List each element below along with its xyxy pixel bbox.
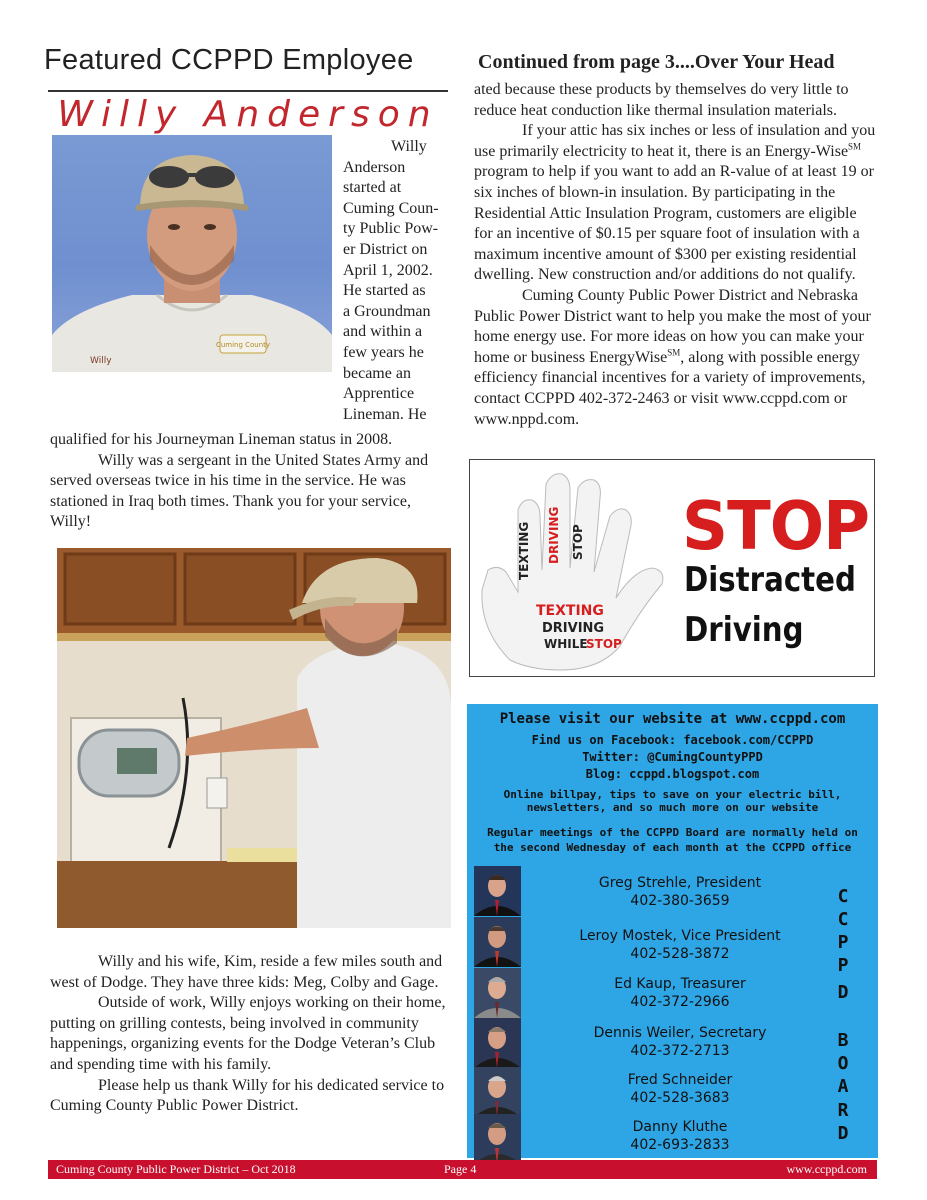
board-member-name: Leroy Mostek, Vice President [579, 928, 781, 944]
left-middle-text [50, 430, 455, 533]
hand-word: TEXTING [517, 521, 531, 580]
hand-word: DRIVING [542, 621, 605, 636]
shirt-name: Willy [90, 356, 112, 366]
meetings-line: Regular meetings of the CCPPD Board are normally held on [487, 826, 858, 839]
continued-paragraph-2 [474, 121, 876, 286]
board-label-letter: P [837, 932, 849, 953]
board-member-photo [474, 1018, 521, 1068]
board-member-phone: 402-372-2713 [630, 1043, 730, 1059]
board-member-entry [535, 1118, 825, 1154]
board-label-letter: D [837, 982, 849, 1003]
continued-article [474, 80, 876, 430]
board-member-photo [474, 1067, 521, 1117]
hand-word-cloud-icon [470, 460, 682, 675]
footer-url: www.ccppd.com [786, 1162, 867, 1176]
p2-text: If your attic has six inches or less of insulation and you use primarily electricity to heat it, there is an Energy-Wise [474, 122, 876, 160]
intro-line: He started as [343, 282, 426, 300]
meetings-line: the second Wednesday of each month at the CCPPD office [493, 841, 852, 854]
left-bottom-text [50, 952, 455, 1117]
page-footer [48, 1160, 877, 1179]
continued-paragraph-3 [474, 286, 876, 430]
hand-word: STOP [571, 524, 585, 560]
ccppd-info-box [467, 704, 878, 1158]
board-member-photo [474, 1114, 521, 1164]
board-label-letter: O [837, 1053, 849, 1074]
board-member-entry [535, 927, 825, 963]
service-mark: SM [667, 347, 681, 358]
board-member-phone: 402-693-2833 [630, 1137, 730, 1153]
hand-word: TEXTING [536, 603, 604, 619]
continued-paragraph-1: ated because these products by themselves do very little to reduce heat conduction like thermal insulation materials. [474, 81, 849, 119]
intro-line: Apprentice [343, 385, 415, 403]
intro-line: ty Public Pow- [343, 220, 439, 238]
board-member-name: Ed Kaup, Treasurer [614, 976, 746, 992]
family-paragraph: Willy and his wife, Kim, reside a few miles south and west of Dodge. They have three kids: Meg, Colby and Gage. [50, 953, 443, 991]
intro-line: and within a [343, 323, 423, 341]
intro-line: Willy [391, 138, 427, 155]
service-mark: SM [848, 141, 862, 152]
portrait-illustration [52, 135, 332, 372]
board-member-entry [535, 1024, 825, 1060]
board-member-photo [474, 866, 521, 916]
board-label-letter: D [837, 1123, 849, 1144]
billpay-line: newsletters, and so much more on our website [526, 801, 819, 814]
work-illustration [57, 548, 451, 928]
board-member-phone: 402-528-3683 [630, 1090, 730, 1106]
board-label-letter: B [837, 1030, 849, 1051]
employee-name: Willy Anderson [57, 94, 439, 135]
intro-line: a Groundman [343, 302, 431, 320]
intro-line: Cuming Coun- [343, 199, 439, 217]
stop-word: STOP [682, 488, 870, 566]
board-member-entry [535, 874, 825, 910]
board-label-letter: P [837, 955, 849, 976]
footer-page-number: Page 4 [444, 1162, 477, 1176]
facebook-line: Find us on Facebook: facebook.com/CCPPD [531, 733, 814, 747]
intro-line: April 1, 2002. [343, 261, 433, 279]
intro-line: few years he [343, 343, 424, 361]
section-title: Featured CCPPD Employee [44, 44, 414, 76]
p3-text: , along with possible energy efficiency financial incentives for a variety of improvements, contact CCPPD 402-372-2463 or visit www.ccppd.com or www.nppd.com. [474, 348, 866, 428]
intro-line: became an [343, 364, 411, 382]
board-member-name: Greg Strehle, President [598, 875, 762, 891]
board-label-letter: R [837, 1100, 849, 1121]
board-member-photo [474, 917, 521, 967]
title-rule [48, 90, 448, 92]
board-member-phone: 402-372-2966 [630, 994, 730, 1010]
board-member-entry [535, 975, 825, 1011]
board-label-letter: C [837, 909, 849, 930]
board-member-name: Fred Schneider [627, 1072, 733, 1088]
continued-title: Continued from page 3....Over Your Head [478, 51, 835, 73]
footer-publication: Cuming County Public Power District – Oct 2018 [56, 1162, 296, 1176]
billpay-line: Online billpay, tips to save on your electric bill, [503, 788, 842, 801]
shirt-logo: Cuming County [215, 341, 271, 349]
employee-work-photo [57, 548, 451, 928]
board-label-letter: C [837, 886, 849, 907]
intro-text [343, 137, 458, 425]
thanks-paragraph: Please help us thank Willy for his dedicated service to Cuming County Public Power District. [50, 1076, 445, 1115]
intro-line: started at [343, 179, 402, 197]
distracted-word: Distracted [684, 560, 856, 600]
hobbies-paragraph: Outside of work, Willy enjoys working on their home, putting on grilling contests, being involved in community happenings, organizing events for the Dodge Veteran’s Club and spending time with his family. [50, 994, 446, 1073]
stop-distracted-driving-graphic [469, 459, 875, 677]
board-member-name: Danny Kluthe [632, 1119, 728, 1135]
intro-line: Anderson [343, 158, 406, 176]
driving-word: Driving [684, 610, 804, 650]
board-member-name: Dennis Weiler, Secretary [593, 1025, 767, 1041]
board-member-entry [535, 1071, 825, 1107]
p2-text: program to help if you want to add an R-value of at least 19 or six inches of blown-in insulation. By participating in the Residential Attic Insulation Program, customers are eligible for an incentive of $0.15 per square foot of insulation with a maximum incentive amount of $300 per existing residential dwelling. New construction and/or additions do not qualify. [474, 163, 874, 284]
hand-word: DRIVING [547, 506, 561, 564]
board-member-phone: 402-380-3659 [630, 893, 730, 909]
twitter-line: Twitter: @CumingCountyPPD [582, 750, 763, 764]
board-label-letter: A [837, 1076, 849, 1097]
website-line: Please visit our website at www.ccppd.com [499, 711, 846, 727]
hand-word: WHILE [544, 637, 588, 651]
army-paragraph: Willy was a sergeant in the United States Army and served overseas twice in his time in the service. He was stationed in Iraq both times. Thank you for your service, Willy! [50, 451, 429, 531]
journeyman-line: qualified for his Journeyman Lineman status in 2008. [50, 431, 393, 448]
p3-text: Cuming County Public Power District and Nebraska Public Power District want to help you make the most of your home energy use. For more ideas on how you can make your home or business EnergyWise [474, 286, 871, 366]
board-member-phone: 402-528-3872 [630, 946, 730, 962]
employee-portrait-photo [52, 135, 332, 372]
hand-word: STOP [586, 637, 622, 651]
board-member-photo [474, 968, 521, 1018]
intro-line: Lineman. He [343, 405, 427, 423]
intro-line: er District on [343, 240, 428, 258]
blog-line: Blog: ccppd.blogspot.com [585, 767, 760, 781]
